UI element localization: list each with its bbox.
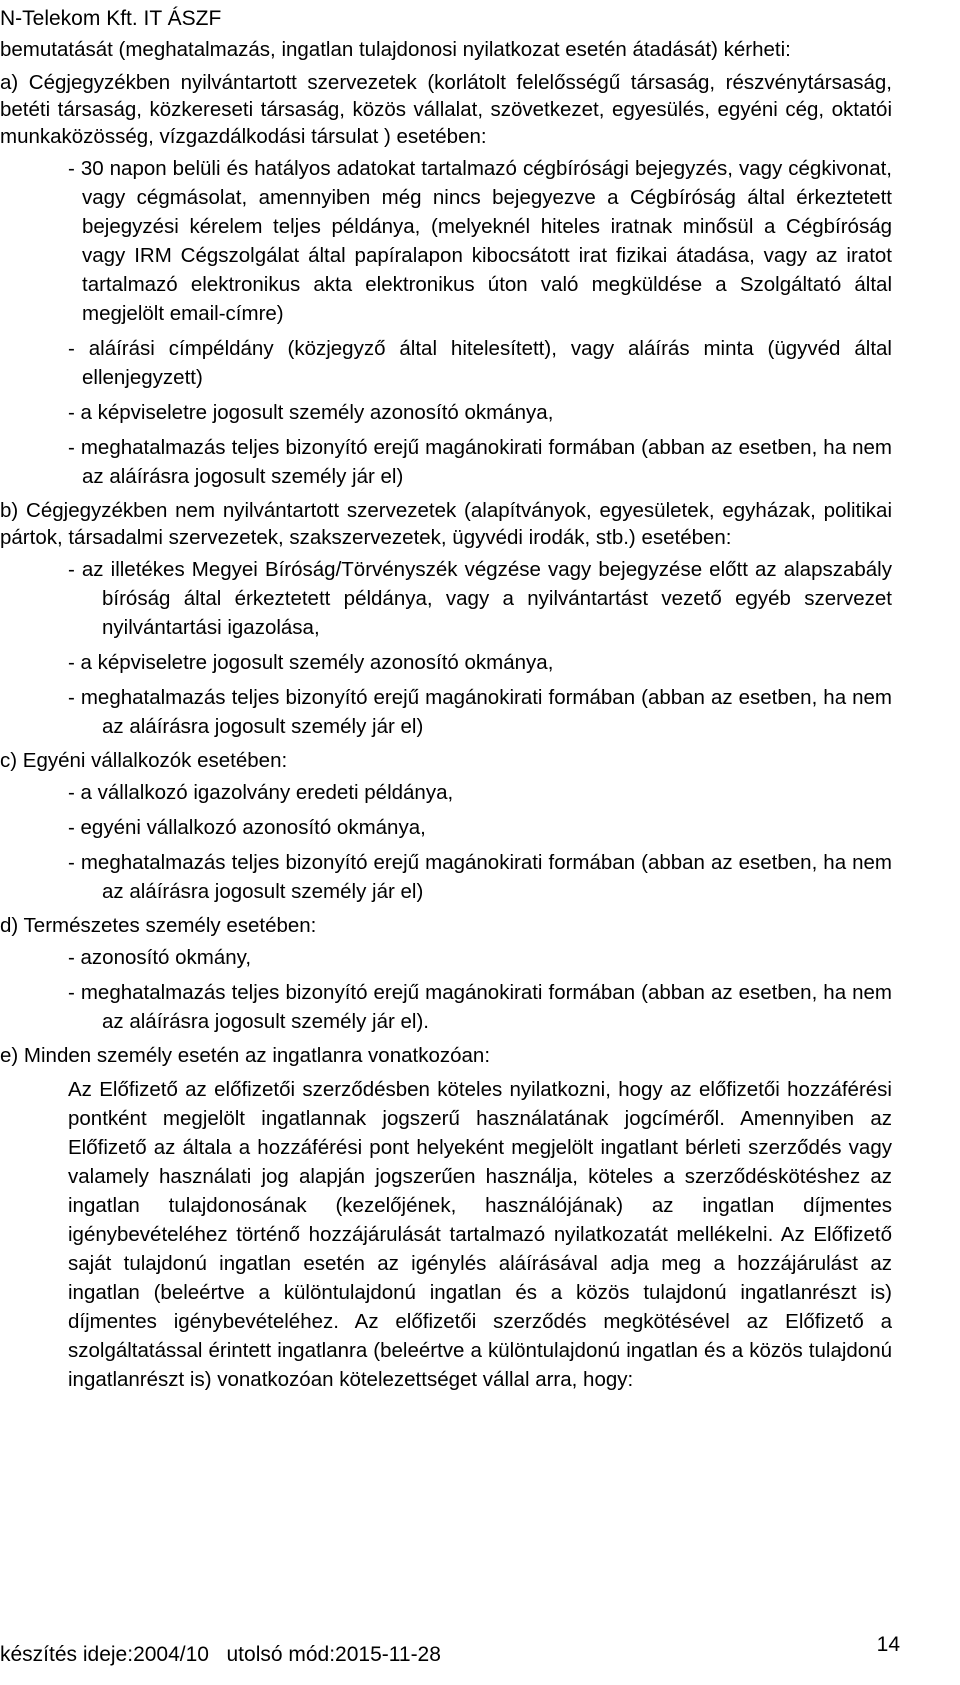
list-item: - a képviseletre jogosult személy azonosító okmánya, bbox=[68, 651, 554, 674]
section-b-list bbox=[0, 555, 892, 741]
list-item: - az illetékes Megyei Bíróság/Törvényszék végzése vagy bejegyzése előtt az alapszabály bíróság által érkeztetett példánya, vagy a nyilvántartást vezető egyéb szervezet nyilvántartási igazolása, bbox=[68, 558, 892, 639]
list-item: - egyéni vállalkozó azonosító okmánya, bbox=[68, 816, 426, 839]
section-e-heading: e) Minden személy esetén az ingatlanra vonatkozóan: bbox=[0, 1044, 491, 1067]
section-c-heading: c) Egyéni vállalkozók esetében: bbox=[0, 749, 288, 772]
modified-date: utolsó mód:2015-11-28 bbox=[226, 1643, 441, 1666]
section-d bbox=[0, 912, 892, 1036]
section-b-heading: b) Cégjegyzékben nem nyilvántartott szervezetek (alapítványok, egyesületek, egyházak, politikai pártok, társadalmi szervezetek, szakszervezetek, ügyvédi irodák, stb.) esetében: bbox=[0, 499, 892, 549]
section-a-heading: a) Cégjegyzékben nyilvántartott szervezetek (korlátolt felelősségű társaság, részvénytársaság, betéti társaság, közkereseti társaság, közös vállalat, szövetkezet, egyesülés, egyéni cég, oktatói munkaközösség, vízgazdálkodási társulat ) esetében: bbox=[0, 71, 892, 148]
document-body bbox=[0, 36, 892, 1415]
footer-dates bbox=[0, 1642, 441, 1668]
section-d-list bbox=[0, 943, 892, 1036]
list-item: - aláírási címpéldány (közjegyző által hitelesített), vagy aláírás minta (ügyvéd által ellenjegyzett) bbox=[68, 337, 892, 389]
section-a bbox=[0, 69, 892, 491]
list-item: - a vállalkozó igazolvány eredeti példánya, bbox=[68, 781, 454, 804]
list-item: - meghatalmazás teljes bizonyító erejű magánokirati formában (abban az esetben, ha nem az aláírásra jogosult személy jár el) bbox=[68, 686, 892, 738]
list-item: - meghatalmazás teljes bizonyító erejű magánokirati formában (abban az esetben, ha nem az aláírásra jogosult személy jár el) bbox=[68, 851, 892, 903]
list-item: - meghatalmazás teljes bizonyító erejű magánokirati formában (abban az esetben, ha nem az aláírásra jogosult személy jár el). bbox=[68, 981, 892, 1033]
section-a-list bbox=[0, 154, 892, 491]
section-c bbox=[0, 747, 892, 906]
section-b bbox=[0, 497, 892, 741]
section-e bbox=[0, 1042, 892, 1394]
list-item: - 30 napon belüli és hatályos adatokat tartalmazó cégbírósági bejegyzés, vagy cégkivonat, vagy cégmásolat, amennyiben még nincs bejegyezve a Cégbíróság által érkeztetett bejegyzési kérelem teljes példánya, (melyeknél hiteles iratnak minősül a Cégbíróság vagy IRM Cégszolgálat által papíralapon kibocsátott irat fizikai átadása, vagy az iratot tartalmazó elektronikus akta elektronikus úton való megküldése a Szolgáltató által megjelölt email-címre) bbox=[68, 157, 892, 325]
list-item: - a képviseletre jogosult személy azonosító okmánya, bbox=[68, 401, 554, 424]
list-item: - azonosító okmány, bbox=[68, 946, 252, 969]
page-number: 14 bbox=[876, 1633, 900, 1656]
page-header bbox=[0, 6, 221, 32]
document-title: N-Telekom Kft. IT ÁSZF bbox=[0, 7, 222, 30]
list-item: - meghatalmazás teljes bizonyító erejű magánokirati formában (abban az esetben, ha nem az aláírásra jogosult személy jár el) bbox=[68, 436, 892, 488]
created-date: készítés ideje:2004/10 bbox=[0, 1643, 209, 1666]
section-e-paragraph: Az Előfizető az előfizetői szerződésben köteles nyilatkozni, hogy az előfizetői hozzáférési pontként megjelölt ingatlannak jogszerű használatának jogcíméről. Amennyiben az Előfizető az általa a hozzáférési pont helyeként megjelölt ingatlant bérleti szerződés vagy valamely használati jog alapján jogszerűen használja, köteles a szerződéskötéshez az ingatlan tulajdonosának (kezelőjének, használójának) az ingatlan díjmentes igénybevételéhez történő hozzájárulását tartalmazó nyilatkozatát mellékelni. Az Előfizető saját tulajdonú ingatlan esetén az igénylés aláírásával adja meg a hozzájárulást az ingatlan (beleértve a különtulajdonú ingatlan és a közös tulajdonú ingatlanrészt is) díjmentes igénybevételéhez. Az előfizetői szerződés megkötésével az Előfizető a szolgáltatással érintett ingatlanra (beleértve a különtulajdonú ingatlan és a közös tulajdonú ingatlanrészt is) vonatkozóan kötelezettséget vállal arra, hogy: bbox=[68, 1078, 892, 1391]
section-c-list bbox=[0, 778, 892, 906]
intro-paragraph: bemutatását (meghatalmazás, ingatlan tulajdonosi nyilatkozat esetén átadását) kérheti: bbox=[0, 38, 791, 61]
section-d-heading: d) Természetes személy esetében: bbox=[0, 914, 317, 937]
